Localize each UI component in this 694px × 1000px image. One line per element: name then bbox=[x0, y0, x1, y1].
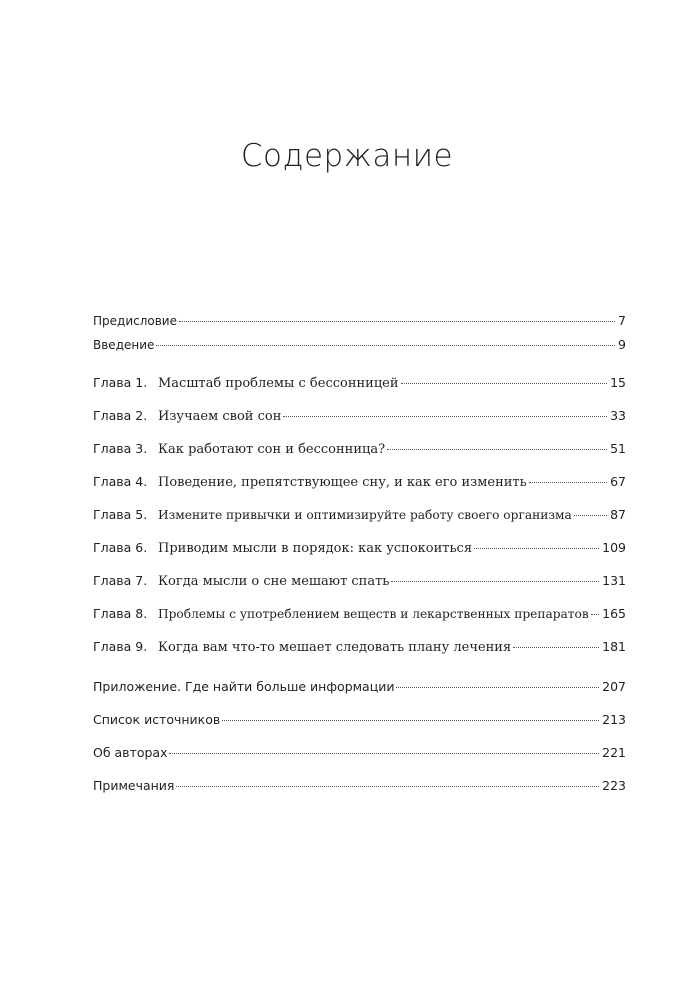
chapter-title: Измените привычки и оптимизируйте работу своего организма bbox=[158, 508, 572, 522]
toc-page-number: 223 bbox=[602, 778, 626, 793]
toc-entry-chapter-1[interactable] bbox=[93, 375, 626, 395]
chapter-title: Как работают сон и бессонница? bbox=[158, 442, 386, 457]
toc-entry-chapter-9[interactable] bbox=[93, 639, 626, 659]
chapter-number: Глава 3. bbox=[93, 441, 148, 456]
toc-entry-about-authors[interactable] bbox=[93, 745, 626, 765]
toc-page-number: 165 bbox=[602, 606, 626, 621]
toc-entry-label: Список источников bbox=[93, 712, 221, 727]
chapter-title: Масштаб проблемы с бессонницей bbox=[158, 376, 399, 391]
toc-page-number: 181 bbox=[602, 639, 626, 654]
chapter-title: Поведение, препятствующее сну, и как его изменить bbox=[158, 475, 527, 490]
toc-page-number: 221 bbox=[602, 745, 626, 760]
dot-leader bbox=[176, 785, 599, 787]
chapter-title: Когда мысли о сне мешают спать bbox=[158, 574, 390, 589]
dot-leader bbox=[574, 514, 607, 516]
chapter-number: Глава 5. bbox=[93, 507, 148, 522]
toc-page-number: 87 bbox=[610, 507, 626, 522]
dot-leader bbox=[156, 344, 615, 346]
dot-leader bbox=[169, 752, 599, 754]
chapter-number: Глава 7. bbox=[93, 573, 148, 588]
chapter-title: Приводим мысли в порядок: как успокоиться bbox=[158, 541, 473, 556]
dot-leader bbox=[401, 382, 608, 384]
toc-page-number: 109 bbox=[602, 540, 626, 555]
toc-entry-chapter-3[interactable] bbox=[93, 441, 626, 461]
toc-entry-chapter-2[interactable] bbox=[93, 408, 626, 428]
dot-leader bbox=[591, 613, 599, 615]
toc-entry-label: Приложение. Где найти больше информации bbox=[93, 679, 395, 694]
toc-page-number: 15 bbox=[610, 375, 626, 390]
toc-entry-chapter-6[interactable] bbox=[93, 540, 626, 560]
dot-leader bbox=[396, 686, 599, 688]
chapter-number: Глава 9. bbox=[93, 639, 148, 654]
toc-entry-label: Примечания bbox=[93, 778, 175, 793]
toc-entry-appendix[interactable] bbox=[93, 679, 626, 699]
dot-leader bbox=[513, 646, 599, 648]
dot-leader bbox=[222, 719, 599, 721]
dot-leader bbox=[474, 547, 599, 549]
toc-entry-chapter-4[interactable] bbox=[93, 474, 626, 494]
toc-entry-label: Об авторах bbox=[93, 745, 168, 760]
dot-leader bbox=[391, 580, 599, 582]
page-title: Содержание bbox=[240, 138, 454, 174]
toc-entry-label: Предисловие bbox=[93, 314, 177, 328]
toc-page-number: 67 bbox=[610, 474, 626, 489]
toc-entry-label: Введение bbox=[93, 338, 155, 352]
toc-entry-chapter-8[interactable] bbox=[93, 606, 626, 626]
toc-page-number: 213 bbox=[602, 712, 626, 727]
toc-entry-chapter-7[interactable] bbox=[93, 573, 626, 593]
toc-entry-chapter-5[interactable] bbox=[93, 507, 626, 527]
toc-entry-introduction[interactable] bbox=[93, 337, 626, 357]
chapter-title: Изучаем свой сон bbox=[158, 409, 282, 424]
chapter-number: Глава 4. bbox=[93, 474, 148, 489]
toc-page-number: 9 bbox=[618, 337, 626, 352]
toc-page-number: 131 bbox=[602, 573, 626, 588]
toc-entry-references[interactable] bbox=[93, 712, 626, 732]
chapter-number: Глава 1. bbox=[93, 375, 148, 390]
chapter-number: Глава 8. bbox=[93, 606, 148, 621]
chapter-number: Глава 2. bbox=[93, 408, 148, 423]
chapter-title: Проблемы с употреблением веществ и лекарственных препаратов bbox=[158, 607, 589, 621]
dot-leader bbox=[283, 415, 607, 417]
toc-page-number: 7 bbox=[618, 313, 626, 328]
chapter-number: Глава 6. bbox=[93, 540, 148, 555]
toc-page-number: 207 bbox=[602, 679, 626, 694]
toc-page-number: 33 bbox=[610, 408, 626, 423]
toc-entry-preface[interactable] bbox=[93, 313, 626, 333]
dot-leader bbox=[529, 481, 607, 483]
chapter-title: Когда вам что-то мешает следовать плану лечения bbox=[158, 640, 512, 655]
dot-leader bbox=[179, 320, 615, 322]
dot-leader bbox=[387, 448, 607, 450]
toc-entry-notes[interactable] bbox=[93, 778, 626, 798]
toc-page-number: 51 bbox=[610, 441, 626, 456]
